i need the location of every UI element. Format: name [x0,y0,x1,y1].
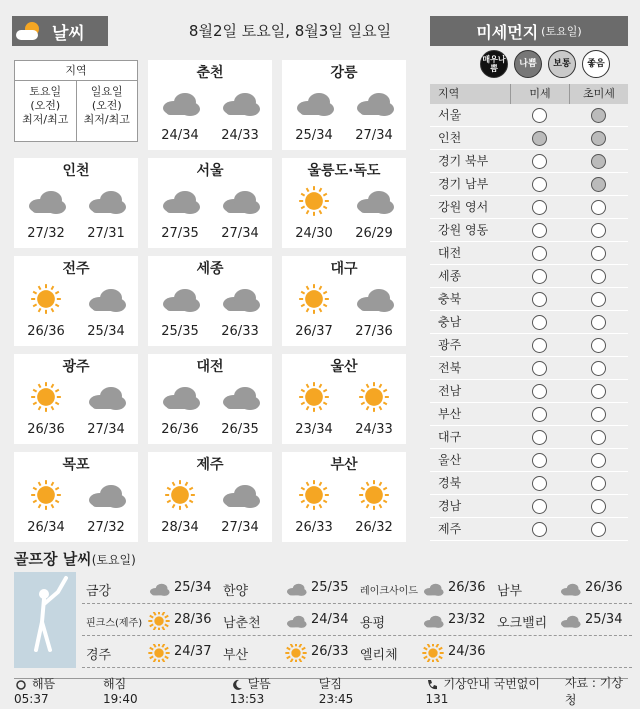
sunset: 해짐 19:40 [103,677,138,706]
dust-region: 대전 [438,246,462,260]
dust-region: 경북 [438,476,462,490]
pm10-level-dot [532,108,547,123]
city-card [14,256,138,346]
golfer-illustration [14,572,76,668]
sat-temp: 24/30 [295,226,333,241]
sun-small-icon [14,678,28,692]
sat-temp: 23/34 [295,422,333,437]
region-key-sat-day: 토요일 [29,85,62,98]
sun-temp: 25/34 [87,324,125,339]
city-name: 대전 [196,359,224,375]
sun-temp: 26/33 [221,324,259,339]
golf-table [82,572,632,668]
city-name: 전주 [62,261,90,277]
dust-col-pm10: 미세 [510,84,569,104]
pm25-level-dot [591,476,606,491]
sun-icon [292,184,336,218]
golf-course [356,636,493,668]
city-card [282,354,406,444]
golf-course [82,572,219,604]
dust-title-block [430,16,628,46]
dust-region: 경기 남부 [438,177,489,191]
golf-row [82,572,632,604]
golf-temp: 25/34 [174,579,212,595]
legend-bad: 나쁨 [514,50,542,78]
city-card [14,158,138,248]
cloud-icon [218,282,262,316]
golf-course-name: 금강 [86,583,112,599]
sun-icon [352,478,396,512]
golf-course-name: 핀크스(제주) [86,617,143,629]
pm25-level-dot [591,108,606,123]
sat-temp: 28/34 [161,520,199,535]
sun-temp: 27/34 [355,128,393,143]
pm25-level-dot [591,292,606,307]
city-card [14,452,138,542]
dust-row [430,196,628,219]
city-card [148,354,272,444]
golf-temp: 26/36 [585,579,623,595]
sun-icon [24,282,68,316]
pm25-level-dot [591,430,606,445]
legend-normal: 보통 [548,50,576,78]
golf-course [219,636,356,668]
cloud-icon [218,478,262,512]
city-card [148,158,272,248]
pm10-level-dot [532,522,547,537]
dust-region: 전북 [438,361,462,375]
golf-course [82,604,219,636]
city-name: 부산 [330,457,358,473]
dust-table-header [430,84,628,104]
pm25-level-dot [591,177,606,192]
city-name: 목포 [62,457,90,473]
dust-row [430,495,628,518]
pm10-level-dot [532,476,547,491]
sun-temp: 26/32 [355,520,393,535]
cloud-icon [283,580,309,598]
dust-region: 부산 [438,407,462,421]
dust-region: 세종 [438,269,462,283]
sun-temp: 24/33 [355,422,393,437]
dust-row [430,173,628,196]
dust-table [430,84,628,541]
cloud-icon [557,612,583,630]
dust-row [430,311,628,334]
sun-moon-row [14,675,628,707]
golf-temp: 25/34 [585,611,623,627]
dust-region: 인천 [438,131,462,145]
sunrise: 해뜸 05:37 [14,677,56,706]
dust-row [430,242,628,265]
cloud-icon [420,580,446,598]
dust-row [430,403,628,426]
sun-icon [420,644,446,662]
golf-temp: 26/33 [311,643,349,659]
dust-region: 강원 영서 [438,200,489,214]
city-card [14,354,138,444]
sun-temp: 27/32 [87,520,125,535]
cloud-icon [292,86,336,120]
pm25-level-dot [591,361,606,376]
golf-course-name: 한양 [223,583,249,599]
golf-course-name: 경주 [86,647,112,663]
pm25-level-dot [591,131,606,146]
region-key-sun-range: 최저/최고 [83,113,130,126]
pm10-level-dot [532,154,547,169]
cloud-icon [84,380,128,414]
cloud-icon [352,282,396,316]
pm10-level-dot [532,315,547,330]
pm25-level-dot [591,246,606,261]
golf-title [14,548,136,569]
city-name: 세종 [196,261,224,277]
pm25-level-dot [591,223,606,238]
dust-col-region: 지역 [438,87,460,100]
golf-course [219,604,356,636]
golf-temp: 28/36 [174,611,212,627]
dust-region: 충남 [438,315,462,329]
golf-row [82,604,632,636]
sat-temp: 26/33 [295,520,333,535]
golf-course [493,572,630,604]
dust-row [430,219,628,242]
golf-temp: 24/34 [311,611,349,627]
dust-region: 강원 영동 [438,223,489,237]
dust-region: 충북 [438,292,462,306]
sun-temp: 27/34 [221,520,259,535]
city-card [282,158,406,248]
sun-icon [283,644,309,662]
golf-course-name: 남부 [497,583,523,599]
golf-row [82,636,632,668]
sun-icon [292,282,336,316]
top-bar [0,0,640,56]
city-name: 울릉도·독도 [307,163,381,179]
sun-icon [352,380,396,414]
sun-temp: 24/33 [221,128,259,143]
region-key-title: 지역 [15,61,137,81]
pm10-level-dot [532,246,547,261]
dust-region: 전남 [438,384,462,398]
cloud-icon [146,580,172,598]
sat-temp: 26/34 [27,520,65,535]
golf-title-text: 골프장 날씨 [14,550,92,568]
sun-icon [158,478,202,512]
phone-icon [425,678,439,692]
city-name: 춘천 [196,65,224,81]
dust-legend [480,50,610,78]
dust-subtitle: (토요일) [541,25,582,38]
cloud-icon [158,184,202,218]
pm10-level-dot [532,453,547,468]
pm10-level-dot [532,292,547,307]
info-line: 기상안내 국번없이 131 [425,677,540,706]
region-key-sat-sub: (오전) [30,99,61,112]
cloud-icon [84,184,128,218]
sat-temp: 25/34 [295,128,333,143]
city-card [282,452,406,542]
sat-temp: 26/36 [27,422,65,437]
dust-row [430,426,628,449]
golf-course-name: 남춘천 [223,615,261,631]
dust-region: 서울 [438,108,462,122]
region-key-sun-day: 일요일 [90,85,123,98]
dust-row [430,288,628,311]
city-name: 대구 [330,261,358,277]
sun-temp: 27/31 [87,226,125,241]
moonrise: 달뜸 13:53 [229,677,271,706]
golf-course [356,604,493,636]
pm10-level-dot [532,200,547,215]
pm25-level-dot [591,499,606,514]
cloud-icon [218,184,262,218]
golf-course [356,572,493,604]
legend-very-bad: 매우나쁨 [480,50,508,78]
source: 자료 : 기상청 [564,675,623,707]
page-title: 날씨 [52,23,85,44]
dust-row [430,357,628,380]
golf-course-name: 부산 [223,647,249,663]
cloud-icon [352,184,396,218]
golf-temp: 25/35 [311,579,349,595]
cloud-icon [84,478,128,512]
sun-temp: 27/34 [87,422,125,437]
pm10-level-dot [532,338,547,353]
dust-row [430,104,628,127]
pm25-level-dot [591,269,606,284]
sat-temp: 25/35 [161,324,199,339]
region-key-sat-range: 최저/최고 [22,113,69,126]
dust-row [430,380,628,403]
city-name: 서울 [196,163,224,179]
cloud-icon [158,380,202,414]
golf-course-name: 오크밸리 [497,615,548,631]
city-card [148,256,272,346]
city-card [148,60,272,150]
golf-temp: 26/36 [448,579,486,595]
golf-subtitle: (토요일) [91,553,136,567]
pm25-level-dot [591,453,606,468]
pm10-level-dot [532,407,547,422]
city-card [148,452,272,542]
sun-icon [146,644,172,662]
dust-col-pm25: 초미세 [569,84,628,104]
dust-region: 경기 북부 [438,154,489,168]
dust-row [430,449,628,472]
golf-temp: 24/37 [174,643,212,659]
sun-icon [24,380,68,414]
sat-temp: 26/37 [295,324,333,339]
legend-good: 좋음 [582,50,610,78]
sat-temp: 26/36 [161,422,199,437]
golf-course-name: 레이크사이드 [360,585,418,597]
dust-region: 광주 [438,338,462,352]
sat-temp: 27/35 [161,226,199,241]
golf-temp: 23/32 [448,611,486,627]
dust-title: 미세먼지 [476,22,539,42]
pm10-level-dot [532,223,547,238]
dust-row [430,127,628,150]
pm25-level-dot [591,154,606,169]
sun-temp: 26/29 [355,226,393,241]
city-name: 광주 [62,359,90,375]
pm10-level-dot [532,269,547,284]
date-line: 8월2일 토요일, 8월3일 일요일 [188,22,392,40]
sun-icon [24,478,68,512]
golf-temp: 24/36 [448,643,486,659]
golf-course [219,572,356,604]
pm25-level-dot [591,315,606,330]
sun-icon [146,612,172,630]
weather-title-block [12,16,108,46]
sun-cloud-icon [12,16,46,46]
pm25-level-dot [591,338,606,353]
pm10-level-dot [532,499,547,514]
dust-row [430,265,628,288]
city-name: 인천 [62,163,90,179]
pm25-level-dot [591,200,606,215]
dust-row [430,334,628,357]
sun-icon [292,380,336,414]
cloud-icon [283,612,309,630]
cloud-icon [24,184,68,218]
sun-icon [292,478,336,512]
city-card [282,60,406,150]
dust-row [430,150,628,173]
pm10-level-dot [532,430,547,445]
cloud-icon [352,86,396,120]
region-key-sun-sub: (오전) [91,99,122,112]
cloud-icon [84,282,128,316]
sat-temp: 24/34 [161,128,199,143]
dust-region: 경남 [438,499,462,513]
region-key [14,60,138,142]
city-name: 울산 [330,359,358,375]
cloud-icon [557,580,583,598]
pm10-level-dot [532,177,547,192]
sun-temp: 27/36 [355,324,393,339]
cloud-icon [420,612,446,630]
sun-temp: 27/34 [221,226,259,241]
cloud-icon [158,282,202,316]
pm10-level-dot [532,384,547,399]
city-card [282,256,406,346]
dust-region: 대구 [438,430,462,444]
dust-region: 울산 [438,453,462,467]
golf-course [82,636,219,668]
cloud-icon [158,86,202,120]
city-name: 강릉 [330,65,358,81]
sat-temp: 27/32 [27,226,65,241]
golf-course-name: 엘리체 [360,647,398,663]
golf-course-name: 용평 [360,615,386,631]
cloud-icon [218,86,262,120]
moonset: 달짐 23:45 [318,677,354,706]
pm10-level-dot [532,361,547,376]
region-key-sun [76,81,138,141]
pm25-level-dot [591,522,606,537]
dust-region: 제주 [438,522,462,536]
golf-course [493,604,630,636]
pm25-level-dot [591,384,606,399]
city-name: 제주 [196,457,224,473]
pm10-level-dot [532,131,547,146]
sat-temp: 26/36 [27,324,65,339]
cloud-icon [218,380,262,414]
pm25-level-dot [591,407,606,422]
region-key-sat [15,81,76,141]
moon-small-icon [230,678,244,692]
dust-row [430,472,628,495]
sun-temp: 26/35 [221,422,259,437]
dust-row [430,518,628,541]
